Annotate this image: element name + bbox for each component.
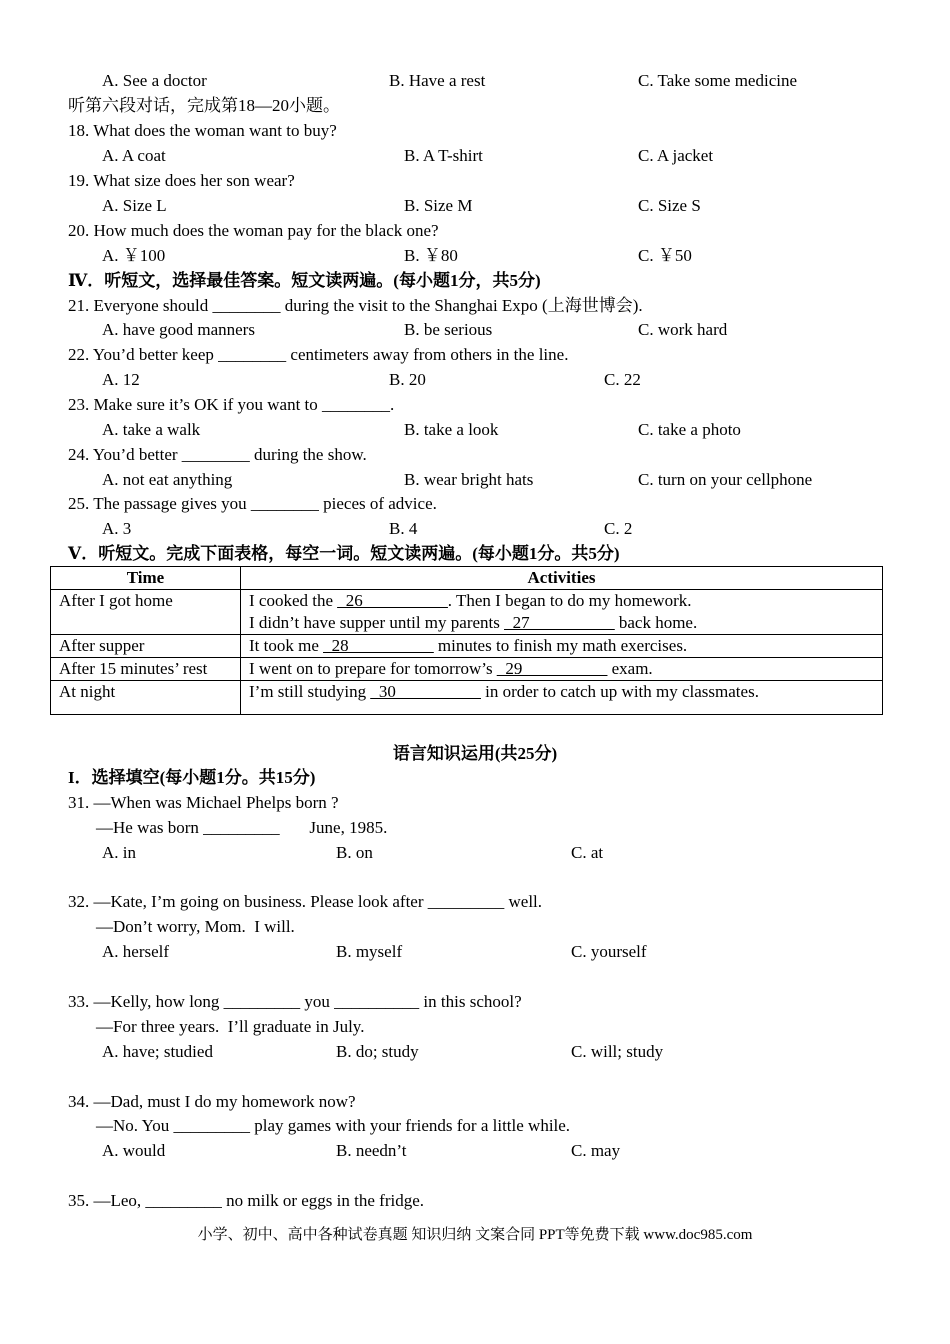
activity-text: It took me (249, 636, 324, 655)
time-cell: After 15 minutes’ rest (51, 658, 241, 681)
question-22: 22. You’d better keep ________ centimeters away from others in the line. (68, 345, 569, 364)
question-31: 31. —When was Michael Phelps born ? (68, 793, 339, 812)
question-34-response: —No. You _________ play games with your friends for a little while. (96, 1116, 571, 1135)
question-19: 19. What size does her son wear? (68, 171, 295, 190)
option-a: A. 3 (102, 519, 132, 538)
section-heading-iv: Ⅳ．听短文，选择最佳答案。短文读两遍。(每小题1分，共5分) (68, 271, 541, 290)
option-b: B. A T-shirt (404, 146, 483, 165)
option-a: A. not eat anything (102, 470, 233, 489)
activity-text: exam. (607, 659, 653, 678)
option-b: B. needn’t (336, 1141, 407, 1160)
table-header-row (51, 567, 883, 590)
question-33: 33. —Kelly, how long _________ you __________ in this school? (68, 992, 522, 1011)
activity-cell (241, 635, 883, 658)
option-b: B. wear bright hats (404, 470, 534, 489)
option-b: B. ￥80 (404, 246, 458, 265)
option-c: C. may (571, 1141, 621, 1160)
activity-text: I went on to prepare for tomorrow’s (249, 659, 497, 678)
column-header-time: Time (51, 567, 241, 590)
option-a: A. in (102, 843, 136, 862)
option-b: B. 20 (389, 370, 426, 389)
option-b: B. 4 (389, 519, 418, 538)
question-31-response: —He was born _________ June, 1985. (96, 818, 388, 837)
question-20: 20. How much does the woman pay for the black one? (68, 221, 439, 240)
column-header-activities: Activities (241, 567, 883, 590)
activity-cell (241, 681, 883, 715)
blank-28[interactable]: _28__________ (323, 636, 434, 655)
activity-cell (241, 590, 883, 635)
question-24: 24. You’d better ________ during the show. (68, 445, 367, 464)
question-32-response: —Don’t worry, Mom. I will. (96, 917, 295, 936)
option-a: A. have good manners (102, 320, 255, 339)
activity-text: minutes to finish my math exercises. (433, 636, 688, 655)
option-b: B. be serious (404, 320, 493, 339)
option-a: A. ￥100 (102, 246, 166, 265)
activity-text: I didn’t have supper until my parents (249, 613, 505, 632)
section-heading-i: I．选择填空(每小题1分。共15分) (68, 768, 316, 787)
option-c: C. A jacket (638, 146, 714, 165)
option-b: B. myself (336, 942, 403, 961)
option-a: A. have; studied (102, 1042, 213, 1061)
option-c: C. ￥50 (638, 246, 692, 265)
blank-30[interactable]: _30__________ (370, 682, 481, 701)
option-a: A. would (102, 1141, 166, 1160)
activity-text: I cooked the (249, 591, 338, 610)
table-row (51, 681, 883, 715)
activity-text: I’m still studying (249, 682, 371, 701)
option-c: C. 2 (604, 519, 633, 538)
option-b: B. take a look (404, 420, 499, 439)
activities-table (50, 566, 883, 715)
option-a: A. See a doctor (102, 71, 207, 90)
option-a: A. Size L (102, 196, 167, 215)
option-b: B. Size M (404, 196, 473, 215)
question-35: 35. —Leo, _________ no milk or eggs in the fridge. (68, 1191, 425, 1210)
blank-29[interactable]: _29__________ (496, 659, 608, 678)
part-title: 语言知识运用(共25分) (392, 744, 558, 763)
option-c: C. work hard (638, 320, 728, 339)
question-23: 23. Make sure it’s OK if you want to ________. (68, 395, 395, 414)
time-cell: After supper (51, 635, 241, 658)
activity-cell (241, 658, 883, 681)
option-c: C. take a photo (638, 420, 741, 439)
option-a: A. herself (102, 942, 170, 961)
activity-text: . Then I began to do my homework. (447, 591, 692, 610)
option-a: A. A coat (102, 146, 166, 165)
option-b: B. on (336, 843, 373, 862)
activity-text: in order to catch up with my classmates. (480, 682, 759, 701)
option-c: C. turn on your cellphone (638, 470, 813, 489)
option-b: B. Have a rest (389, 71, 486, 90)
section-heading-v: Ⅴ．听短文。完成下面表格，每空一词。短文读两遍。(每小题1分。共5分) (68, 544, 620, 563)
blank-26[interactable]: _26__________ (337, 591, 448, 610)
page-footer: 小学、初中、高中各种试卷真题 知识归纳 文案合同 PPT等免费下载 www.doc985.com (197, 1227, 753, 1243)
option-c: C. will; study (571, 1042, 664, 1061)
option-c: C. 22 (604, 370, 641, 389)
table-row (51, 590, 883, 635)
table-row (51, 635, 883, 658)
activity-text: back home. (614, 613, 698, 632)
section-instruction: 听第六段对话，完成第18—20小题。 (68, 96, 340, 115)
question-33-response: —For three years. I’ll graduate in July. (96, 1017, 365, 1036)
question-34: 34. —Dad, must I do my homework now? (68, 1092, 356, 1111)
option-c: C. yourself (571, 942, 647, 961)
question-21: 21. Everyone should ________ during the visit to the Shanghai Expo (上海世博会). (68, 296, 643, 315)
time-cell: After I got home (51, 590, 241, 635)
option-c: C. at (571, 843, 604, 862)
option-b: B. do; study (336, 1042, 419, 1061)
question-25: 25. The passage gives you ________ pieces of advice. (68, 494, 437, 513)
option-c: C. Size S (638, 196, 701, 215)
question-32: 32. —Kate, I’m going on business. Please look after _________ well. (68, 892, 543, 911)
time-cell: At night (51, 681, 241, 715)
question-18: 18. What does the woman want to buy? (68, 121, 337, 140)
option-a: A. take a walk (102, 420, 201, 439)
option-c: C. Take some medicine (638, 71, 798, 90)
table-row (51, 658, 883, 681)
blank-27[interactable]: _27__________ (504, 613, 615, 632)
option-a: A. 12 (102, 370, 140, 389)
